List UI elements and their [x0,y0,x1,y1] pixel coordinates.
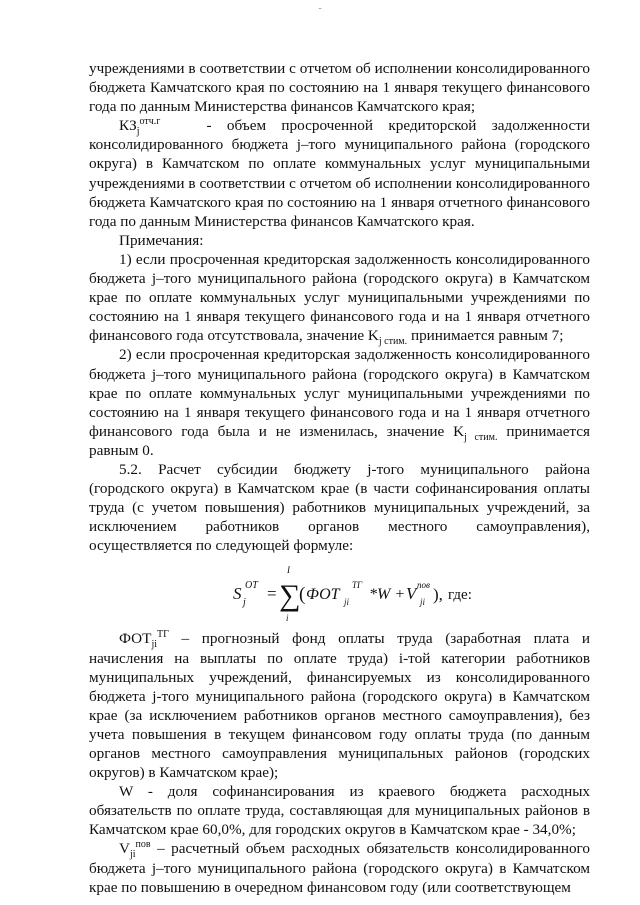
formula-graphic [89,555,590,629]
formula-sigma: ∑ [279,579,301,613]
kz-definition-text: - объем просроченной кредиторской задолженности консолидированного бюджета j–того муниципального района (городского округа) в Камчатском по оплате коммунальных услуг муниципальными учреждениями в соответствии с отчетом об исполнении консолидированного бюджета Камчатского края по состоянию на 1 января отчетного финансового года по данным Министерства финансов Камчатского края. [89,117,591,230]
formula-v-sup: пов [417,580,430,591]
formula-lhs-sup: OT [245,580,258,592]
subsidy-formula [89,555,590,629]
kz-symbol: $КЗ_j^{отч.г}$ [119,116,161,138]
paragraph-continuation: учреждениями в соответствии с отчетом об исполнении консолидированного бюджета Камчатского края по состоянию на 1 января текущего финансового года по данным Министерства финансов Камчатского края; [89,60,590,116]
k-stim-symbol: $K_{j стим.}$ [453,422,498,443]
formula-close-paren: ), [433,585,443,605]
formula-lhs-sub: j [243,597,246,609]
formula-times-w: *W + [369,586,406,604]
note-2: 2) если просроченная кредиторская задолженность консолидированного бюджета j–того муниципального района (городского округа) в Камчатском крае по оплате коммунальных услуг муниципальными учреждениями по состоянию на 1 января текущего финансового года и на 1 января отчетного финансового года была и не изменилась, значение $K_{j стим.}$ принимается равным 0. [89,346,590,459]
paragraph-5-2: 5.2. Расчет субсидии бюджету j-того муниципального района (городского округа) в Камчатском крае (в части софинансирования оплаты труда (с учетом повышения) работников муниципальных учреждений, за исключением работников органов местного самоуправления), осуществляется по следующей формуле: [89,460,590,555]
v-symbol: $V_{ji}^{пов}$ [119,839,151,861]
formula-sum-upper: I [287,565,290,576]
note-1: 1) если просроченная кредиторская задолженность консолидированного бюджета j–того муниципального района (городского округа) в Камчатском крае по оплате коммунальных услуг муниципальными учреждениями по состоянию на 1 января текущего финансового года и на 1 января отчетного финансового года отсутствовала, значение $K_{j стим.}$ принимается равным 7; [89,250,590,348]
w-definition: W - доля софинансирования из краевого бюджета расходных обязательств по оплате труда, составляющая для муниципальных районов в Камчатском крае 60,0%, для городских округов в Камчатском крае - 34,0%; [89,783,590,839]
formula-lhs: S [233,584,242,604]
paragraph-kz-definition [89,116,590,231]
formula-tail: где: [448,587,472,604]
formula-open-paren: ( [299,584,306,606]
fot-symbol: $ФОТ_{ji}^{ТГ}$ [119,629,169,651]
formula-equals: = [267,584,277,604]
formula-v-sub: ji [420,597,426,608]
document-body [89,59,590,897]
formula-v: V [406,584,417,604]
fot-definition: $ФОТ_{ji}^{ТГ}$ – прогнозный фонд оплаты труда (заработная плата и начисления на выплаты по оплате труда) i-той категории работников муниципальных учреждений, финансируемых из консолидированного бюджета j-того муниципального района (городского округа) в Камчатском крае (за исключением работников органов местного самоуправления), без учета повышения в текущем финансовом году оплаты труда (по данным органов местного самоуправления муниципальных районов (городских округов) в Камчатском крае); [89,629,590,782]
formula-sum-lower: i [286,613,289,624]
formula-fot-sub: ji [344,597,350,608]
page-top-mark: - [318,3,322,14]
v-definition: $V_{ji}^{пов}$ – расчетный объем расходных обязательств консолидированного бюджета j–того муниципального района (городского округа) в Камчатском крае по повышению в очередном финансовом году (или соответствующем [89,839,590,896]
notes-heading: Примечания: [119,231,204,249]
formula-fot: ФОТ [306,586,340,604]
k-stim-symbol: $K_{j стим.}$ [367,327,408,348]
formula-fot-sup: ТГ [352,580,363,591]
